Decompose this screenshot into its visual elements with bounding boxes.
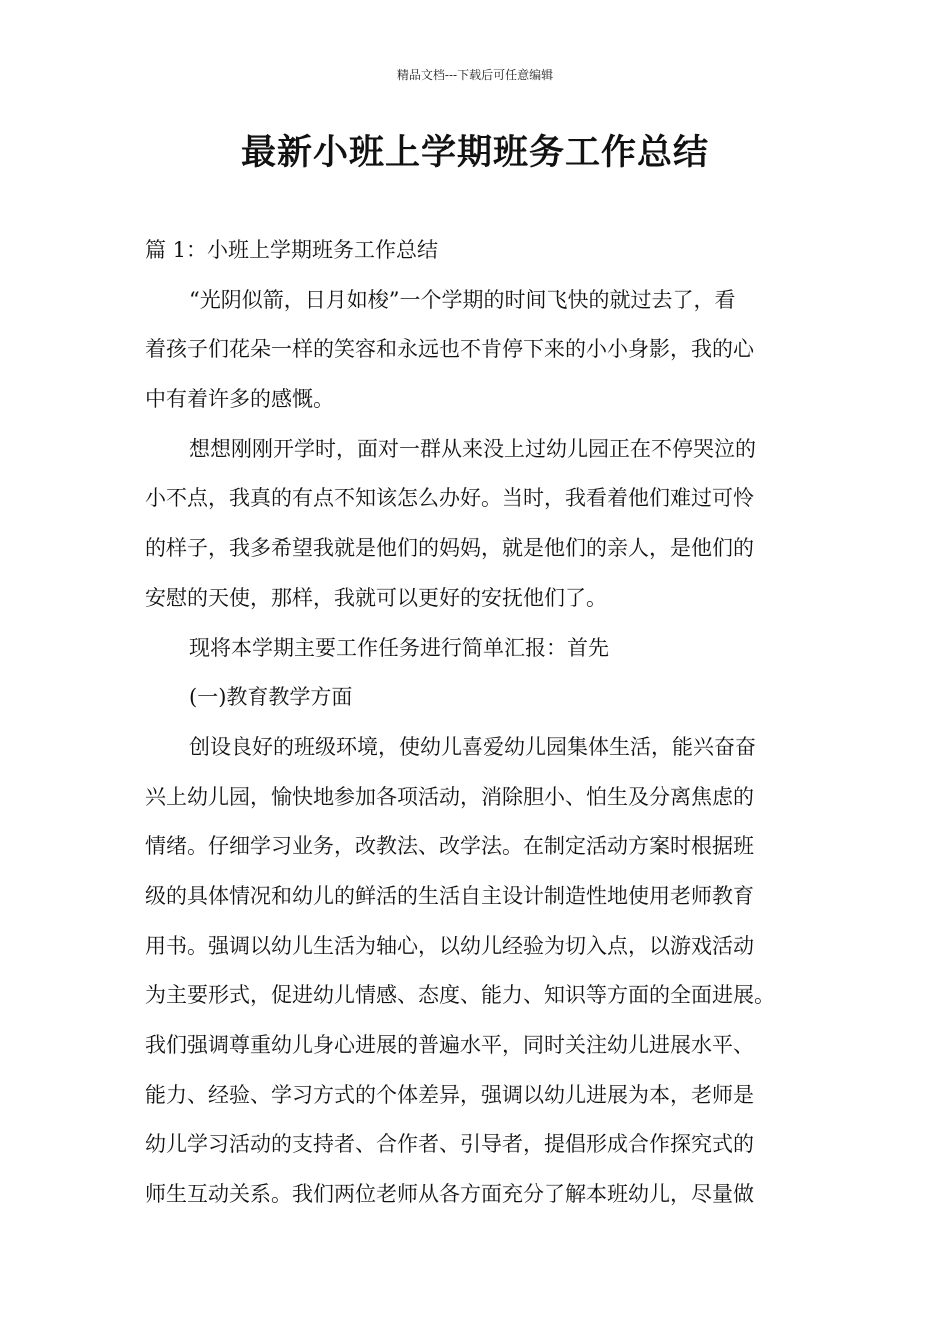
document-body xyxy=(145,226,810,1220)
text-line: 我们强调尊重幼儿身心进展的普遍水平，同时关注幼儿进展水平、 xyxy=(145,1033,754,1057)
text-line: 幼儿学习活动的支持者、合作者、引导者，提倡形成合作探究式的 xyxy=(145,1132,754,1157)
text-line: 情绪。仔细学习业务，改教法、改学法。在制定活动方案时根据班 xyxy=(145,834,754,859)
text-line: 兴上幼儿园，愉快地参加各项活动，消除胆小、怕生及分离焦虑的 xyxy=(145,784,754,809)
text-line: 想想刚刚开学时，面对一群从来没上过幼儿园正在不停哭泣的 xyxy=(189,436,756,461)
text-line: 现将本学期主要工作任务进行简单汇报：首先 xyxy=(189,635,609,660)
text-line: “光阴似箭，日月如梭”一个学期的时间飞快的就过去了，看 xyxy=(189,287,736,312)
text-line: 安慰的天使，那样，我就可以更好的安抚他们了。 xyxy=(145,585,607,610)
header-note: 精品文档---下载后可任意编辑 xyxy=(396,68,554,82)
text-line: 师生互动关系。我们两位老师从各方面充分了解本班幼儿，尽量做 xyxy=(145,1182,754,1207)
text-line: 篇 1：小班上学期班务工作总结 xyxy=(145,238,439,262)
text-line: 能力、经验、学习方式的个体差异，强调以幼儿进展为本，老师是 xyxy=(145,1082,754,1107)
text-line: 的样子，我多希望我就是他们的妈妈，就是他们的亲人，是他们的 xyxy=(145,536,754,561)
text-line: 级的具体情况和幼儿的鲜活的生活自主设计制造性地使用老师教育 xyxy=(145,883,754,908)
text-line: (一)教育教学方面 xyxy=(189,685,353,710)
text-line: 用书。强调以幼儿生活为轴心，以幼儿经验为切入点，以游戏活动 xyxy=(145,933,754,958)
text-line: 为主要形式，促进幼儿情感、态度、能力、知识等方面的全面进展。 xyxy=(145,983,775,1008)
text-line: 创设良好的班级环境，使幼儿喜爱幼儿园集体生活，能兴奋奋 xyxy=(189,734,756,759)
text-line: 着孩子们花朵一样的笑容和永远也不肯停下来的小小身影，我的心 xyxy=(145,337,754,362)
text-line: 中有着许多的感慨。 xyxy=(145,387,334,412)
text-line: 小不点，我真的有点不知该怎么办好。当时，我看着他们难过可怜 xyxy=(145,486,754,511)
document-title: 最新小班上学期班务工作总结 xyxy=(240,133,709,173)
